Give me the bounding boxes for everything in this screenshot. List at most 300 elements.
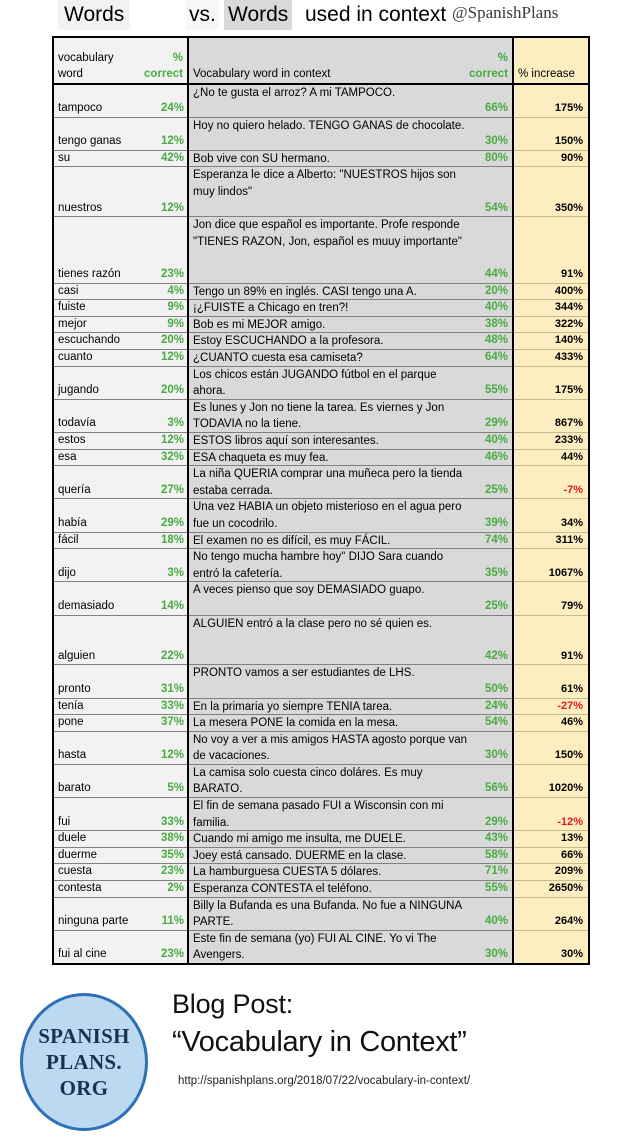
word-percent-correct: 9% — [167, 317, 184, 330]
word-percent-correct: 12% — [160, 201, 184, 214]
word-percent-correct: 24% — [160, 102, 184, 115]
cell-context-sentence — [188, 283, 513, 300]
percent-increase-value: 322% — [554, 317, 583, 330]
word-percent-correct: 37% — [160, 716, 184, 729]
percent-increase-value: 150% — [554, 135, 583, 148]
cell-context-sentence — [188, 798, 513, 831]
word-percent-correct: 23% — [160, 865, 184, 878]
cell-vocabulary-word — [53, 499, 188, 532]
word-percent-correct: 33% — [160, 699, 184, 712]
table-row — [53, 433, 589, 450]
vocabulary-word-text: pone — [58, 716, 84, 729]
percent-increase-value: 344% — [554, 301, 583, 314]
vocabulary-word-text: su — [58, 151, 71, 164]
cell-percent-increase — [513, 167, 589, 217]
cell-percent-increase — [513, 399, 589, 432]
cell-vocabulary-word — [53, 798, 188, 831]
table-row — [53, 117, 589, 150]
context-sentence-text: Los chicos están JUGANDO fútbol en el parque ahora. — [193, 368, 437, 398]
word-percent-correct: 20% — [160, 334, 184, 347]
vocabulary-word-text: había — [58, 516, 87, 529]
cell-context-sentence — [188, 715, 513, 732]
percent-increase-value: -12% — [557, 815, 583, 828]
vocabulary-word-text: fácil — [58, 533, 79, 546]
cell-vocabulary-word — [53, 167, 188, 217]
context-percent-correct: 30% — [484, 135, 508, 148]
logo-line-1: SPANISH — [38, 1024, 130, 1048]
context-sentence-text: ¿CUANTO cuesta esa camiseta? — [193, 352, 363, 365]
word-percent-correct: 9% — [167, 301, 184, 314]
context-sentence-text: La hamburguesa CUESTA 5 dólares. — [193, 866, 382, 879]
context-sentence-text: Esperanza le dice a Alberto: "NUESTROS hijos son muy lindos" — [193, 169, 456, 199]
context-sentence-text: La camisa solo cuesta cinco doláres. Es muy BARATO. — [193, 766, 423, 796]
cell-context-sentence — [188, 532, 513, 549]
cell-vocabulary-word — [53, 532, 188, 549]
table-row — [53, 499, 589, 532]
cell-context-sentence — [188, 399, 513, 432]
header-pct-correct-word: % correct — [144, 52, 183, 80]
vocabulary-word-text: alguien — [58, 649, 96, 662]
context-percent-correct: 24% — [484, 699, 508, 712]
vocabulary-word-text: duerme — [58, 848, 97, 861]
word-percent-correct: 31% — [160, 682, 184, 695]
word-percent-correct: 22% — [160, 649, 184, 662]
cell-vocabulary-word — [53, 665, 188, 698]
table-row — [53, 847, 589, 864]
table-row — [53, 449, 589, 466]
percent-increase-value: 34% — [560, 516, 583, 529]
word-percent-correct: 12% — [160, 351, 184, 364]
context-percent-correct: 58% — [484, 848, 508, 861]
percent-increase-value: 433% — [554, 351, 583, 364]
cell-context-sentence — [188, 300, 513, 317]
context-sentence-text: Una vez HABIA un objeto misterioso en el agua pero fue un cocodrilo. — [193, 501, 462, 530]
word-percent-correct: 27% — [160, 483, 184, 496]
percent-increase-value: 13% — [560, 832, 583, 845]
cell-context-sentence — [188, 433, 513, 450]
vocabulary-word-text: fuiste — [58, 301, 86, 314]
percent-increase-value: 311% — [555, 533, 583, 546]
context-sentence-text: No voy a ver a mis amigos HASTA agosto porque van de vacaciones. — [193, 733, 468, 763]
vocabulary-word-text: hasta — [58, 749, 87, 762]
table-row — [53, 316, 589, 333]
vocabulary-word-text: tenía — [58, 699, 84, 712]
context-percent-correct: 74% — [484, 533, 508, 546]
vocabulary-word-text: cuesta — [58, 865, 92, 878]
word-percent-correct: 3% — [167, 417, 184, 430]
cell-percent-increase — [513, 665, 589, 698]
word-percent-correct: 12% — [160, 749, 184, 762]
cell-context-sentence — [188, 549, 513, 582]
vocabulary-word-text: duele — [58, 832, 87, 845]
vocabulary-word-text: jugando — [58, 384, 99, 397]
header-word-label: vocabulary word — [58, 52, 114, 80]
table-row — [53, 897, 589, 930]
context-sentence-text: El examen no es difícil, es muy FÁCIL. — [193, 534, 391, 547]
chart-title-bar — [0, 0, 640, 34]
context-sentence-text: La niña QUERIA comprar una muñeca pero la tienda estaba cerrada. — [193, 468, 463, 497]
spanishplans-logo[interactable] — [20, 993, 152, 1135]
percent-increase-value: 400% — [554, 284, 583, 297]
table-row — [53, 350, 589, 367]
cell-percent-increase — [513, 84, 589, 117]
cell-percent-increase — [513, 433, 589, 450]
cell-vocabulary-word — [53, 150, 188, 167]
table-row — [53, 715, 589, 732]
table-row — [53, 930, 589, 963]
blog-post-url[interactable]: http://spanishplans.org/2018/07/22/vocabulary-in-context/ — [178, 1075, 471, 1087]
context-percent-correct: 50% — [484, 682, 508, 695]
header-increase — [513, 37, 589, 84]
word-percent-correct: 38% — [160, 832, 184, 845]
cell-vocabulary-word — [53, 731, 188, 764]
cell-vocabulary-word — [53, 847, 188, 864]
context-sentence-text: Este fin de semana (yo) FUI AL CINE. Yo vi The Avengers. — [193, 932, 437, 962]
vocabulary-comparison-table — [52, 36, 590, 965]
word-percent-correct: 20% — [160, 384, 184, 397]
cell-context-sentence — [188, 366, 513, 399]
cell-percent-increase — [513, 333, 589, 350]
blog-post-label: Blog Post: — [172, 989, 294, 1019]
table-row — [53, 665, 589, 698]
table-header-row — [53, 37, 589, 84]
context-percent-correct: 48% — [484, 334, 508, 347]
word-percent-correct: 12% — [160, 434, 184, 446]
table-row — [53, 582, 589, 615]
table-row — [53, 881, 589, 898]
vocabulary-word-text: todavía — [58, 417, 96, 430]
table-row — [53, 764, 589, 797]
vocabulary-word-text: tienes razón — [58, 268, 121, 281]
table-row — [53, 84, 589, 117]
context-sentence-text: Esperanza CONTESTA el teléfono. — [193, 883, 372, 896]
cell-context-sentence — [188, 731, 513, 764]
cell-context-sentence — [188, 864, 513, 881]
cell-vocabulary-word — [53, 399, 188, 432]
cell-vocabulary-word — [53, 615, 188, 665]
table-row — [53, 698, 589, 715]
word-percent-correct: 5% — [167, 782, 184, 795]
context-sentence-text: ESTOS libros aquí son interesantes. — [193, 435, 379, 447]
context-sentence-text: Estoy ESCUCHANDO a la profesora. — [193, 335, 384, 348]
cell-vocabulary-word — [53, 715, 188, 732]
cell-percent-increase — [513, 499, 589, 532]
word-percent-correct: 18% — [160, 533, 184, 546]
percent-increase-value: 61% — [560, 682, 583, 695]
cell-percent-increase — [513, 764, 589, 797]
percent-increase-value: 175% — [554, 102, 583, 115]
context-percent-correct: 29% — [484, 815, 508, 828]
context-sentence-text: Hoy no quiero helado. TENGO GANAS de chocolate. — [193, 119, 465, 132]
logo-line-2: PLANS. — [46, 1050, 122, 1074]
cell-context-sentence — [188, 831, 513, 848]
context-percent-correct: 43% — [484, 832, 508, 845]
context-percent-correct: 30% — [484, 947, 508, 960]
table-row — [53, 864, 589, 881]
cell-percent-increase — [513, 150, 589, 167]
cell-vocabulary-word — [53, 549, 188, 582]
word-percent-correct: 35% — [160, 848, 184, 861]
cell-context-sentence — [188, 150, 513, 167]
cell-context-sentence — [188, 350, 513, 367]
cell-vocabulary-word — [53, 831, 188, 848]
cell-percent-increase — [513, 897, 589, 930]
context-sentence-text: Cuando mi amigo me insulta, me DUELE. — [193, 833, 406, 846]
table-row — [53, 466, 589, 499]
context-sentence-text: ¿No te gusta el arroz? A mi TAMPOCO. — [193, 87, 396, 99]
title-words-plain: Words — [58, 0, 130, 30]
percent-increase-value: 90% — [560, 151, 583, 164]
context-percent-correct: 54% — [484, 716, 508, 729]
table-row — [53, 167, 589, 217]
vocabulary-word-text: pronto — [58, 682, 91, 695]
context-percent-correct: 40% — [484, 434, 508, 446]
cell-context-sentence — [188, 217, 513, 283]
cell-percent-increase — [513, 283, 589, 300]
table-row — [53, 831, 589, 848]
cell-context-sentence — [188, 117, 513, 150]
cell-percent-increase — [513, 217, 589, 283]
vocabulary-word-text: demasiado — [58, 599, 115, 612]
table-row — [53, 150, 589, 167]
context-sentence-text: La mesera PONE la comida en la mesa. — [193, 717, 399, 730]
vocabulary-word-text: tampoco — [58, 102, 103, 115]
word-percent-correct: 12% — [160, 135, 184, 148]
cell-percent-increase — [513, 466, 589, 499]
context-percent-correct: 25% — [484, 483, 508, 496]
context-percent-correct: 38% — [484, 317, 508, 330]
header-vocabulary-word — [53, 37, 188, 84]
title-vs: vs. — [186, 0, 219, 30]
header-context-label: Vocabulary word in context — [193, 68, 331, 80]
cell-percent-increase — [513, 930, 589, 963]
cell-percent-increase — [513, 532, 589, 549]
cell-context-sentence — [188, 582, 513, 615]
word-percent-correct: 3% — [167, 566, 184, 579]
context-percent-correct: 80% — [484, 151, 508, 164]
context-percent-correct: 40% — [484, 915, 508, 928]
cell-context-sentence — [188, 847, 513, 864]
vocabulary-word-text: fui al cine — [58, 947, 107, 960]
social-handle: @SpanishPlans — [452, 3, 559, 22]
cell-vocabulary-word — [53, 466, 188, 499]
context-sentence-text: Bob es mi MEJOR amigo. — [193, 318, 326, 331]
table-row — [53, 300, 589, 317]
cell-context-sentence — [188, 499, 513, 532]
context-percent-correct: 54% — [484, 201, 508, 214]
vocabulary-word-text: ninguna parte — [58, 915, 129, 928]
context-sentence-text: Jon dice que español es importante. Profe responde "TIENES RAZON, Jon, español es muuy importante" — [193, 219, 462, 248]
table-row — [53, 532, 589, 549]
context-sentence-text: Tengo un 89% en inglés. CASI tengo una A. — [193, 285, 417, 298]
cell-context-sentence — [188, 466, 513, 499]
cell-vocabulary-word — [53, 881, 188, 898]
context-sentence-text: PRONTO vamos a ser estudiantes de LHS. — [193, 667, 415, 680]
title-rest: used in context — [305, 3, 447, 26]
cell-context-sentence — [188, 615, 513, 665]
table-header — [53, 37, 589, 84]
cell-vocabulary-word — [53, 117, 188, 150]
table-row — [53, 615, 589, 665]
context-percent-correct: 46% — [484, 450, 508, 463]
table-row — [53, 333, 589, 350]
cell-percent-increase — [513, 864, 589, 881]
header-context — [188, 37, 513, 84]
cell-vocabulary-word — [53, 930, 188, 963]
vocabulary-word-text: dijo — [58, 566, 76, 579]
context-sentence-text: El fin de semana pasado FUI a Wisconsin con mi familia. — [193, 800, 444, 829]
percent-increase-value: 1020% — [548, 782, 583, 795]
context-percent-correct: 20% — [484, 284, 508, 297]
context-percent-correct: 56% — [484, 782, 508, 795]
cell-vocabulary-word — [53, 366, 188, 399]
vocabulary-word-text: barato — [58, 782, 91, 795]
word-percent-correct: 14% — [160, 599, 184, 612]
cell-context-sentence — [188, 449, 513, 466]
context-percent-correct: 55% — [484, 882, 508, 895]
context-percent-correct: 71% — [484, 865, 508, 878]
percent-increase-value: -27% — [557, 699, 583, 712]
cell-percent-increase — [513, 831, 589, 848]
vocabulary-word-text: mejor — [58, 317, 87, 330]
context-sentence-text: Bob vive con SU hermano. — [193, 152, 330, 165]
percent-increase-value: 150% — [554, 749, 583, 762]
cell-percent-increase — [513, 731, 589, 764]
cell-percent-increase — [513, 698, 589, 715]
cell-vocabulary-word — [53, 300, 188, 317]
cell-percent-increase — [513, 798, 589, 831]
vocabulary-word-text: escuchando — [58, 334, 121, 347]
percent-increase-value: 175% — [554, 384, 583, 397]
word-percent-correct: 4% — [167, 284, 184, 297]
cell-percent-increase — [513, 117, 589, 150]
cell-vocabulary-word — [53, 283, 188, 300]
cell-percent-increase — [513, 881, 589, 898]
word-percent-correct: 2% — [167, 882, 184, 895]
cell-vocabulary-word — [53, 316, 188, 333]
percent-increase-value: 140% — [554, 334, 583, 347]
percent-increase-value: 233% — [554, 434, 583, 446]
context-sentence-text: Joey está cansado. DUERME en la clase. — [193, 849, 407, 862]
context-percent-correct: 25% — [484, 599, 508, 612]
vocabulary-word-text: contesta — [58, 882, 102, 895]
cell-percent-increase — [513, 366, 589, 399]
table-row — [53, 283, 589, 300]
table-row — [53, 366, 589, 399]
word-percent-correct: 42% — [160, 151, 184, 164]
percent-increase-value: 91% — [560, 649, 583, 662]
logo-line-3: ORG — [59, 1076, 109, 1100]
table-row — [53, 731, 589, 764]
cell-vocabulary-word — [53, 764, 188, 797]
context-sentence-text: Es lunes y Jon no tiene la tarea. Es viernes y Jon TODAVIA no la tiene. — [193, 401, 445, 431]
cell-percent-increase — [513, 582, 589, 615]
cell-percent-increase — [513, 449, 589, 466]
percent-increase-value: 209% — [554, 865, 583, 878]
table-row — [53, 217, 589, 283]
percent-increase-value: 79% — [560, 599, 583, 612]
cell-vocabulary-word — [53, 433, 188, 450]
cell-context-sentence — [188, 764, 513, 797]
title-words-context: Words — [224, 0, 292, 30]
context-percent-correct: 44% — [484, 268, 508, 281]
context-percent-correct: 39% — [484, 516, 508, 529]
cell-vocabulary-word — [53, 582, 188, 615]
cell-percent-increase — [513, 615, 589, 665]
context-percent-correct: 64% — [484, 351, 508, 364]
vocabulary-word-text: fui — [58, 815, 71, 828]
table-row — [53, 549, 589, 582]
vocabulary-word-text: nuestros — [58, 201, 103, 214]
footer — [0, 985, 640, 1142]
context-percent-correct: 55% — [484, 384, 508, 397]
cell-vocabulary-word — [53, 84, 188, 117]
cell-context-sentence — [188, 167, 513, 217]
cell-vocabulary-word — [53, 350, 188, 367]
context-sentence-text: ¡¿FUISTE a Chicago en tren?! — [193, 302, 349, 315]
context-sentence-text: Billy la Bufanda es una Bufanda. No fue a NINGUNA PARTE. — [193, 899, 462, 929]
word-percent-correct: 23% — [160, 268, 184, 281]
percent-increase-value: 867% — [554, 417, 583, 430]
context-percent-correct: 30% — [484, 749, 508, 762]
percent-increase-value: 264% — [554, 915, 583, 928]
cell-vocabulary-word — [53, 864, 188, 881]
percent-increase-value: -7% — [563, 483, 583, 496]
vocabulary-word-text: estos — [58, 434, 86, 446]
context-percent-correct: 40% — [484, 301, 508, 314]
context-percent-correct: 42% — [484, 649, 508, 662]
cell-vocabulary-word — [53, 217, 188, 283]
word-percent-correct: 33% — [160, 815, 184, 828]
cell-context-sentence — [188, 930, 513, 963]
context-percent-correct: 66% — [484, 102, 508, 115]
word-percent-correct: 23% — [160, 947, 184, 960]
cell-percent-increase — [513, 847, 589, 864]
cell-vocabulary-word — [53, 449, 188, 466]
percent-increase-value: 46% — [560, 716, 583, 729]
header-pct-correct-context: % correct — [469, 52, 508, 80]
cell-context-sentence — [188, 316, 513, 333]
percent-increase-value: 44% — [560, 450, 583, 463]
cell-percent-increase — [513, 300, 589, 317]
word-percent-correct: 11% — [161, 915, 184, 928]
vocabulary-word-text: quería — [58, 483, 91, 496]
cell-percent-increase — [513, 350, 589, 367]
cell-vocabulary-word — [53, 333, 188, 350]
cell-context-sentence — [188, 881, 513, 898]
context-sentence-text: ESA chaqueta es muy fea. — [193, 451, 329, 464]
cell-context-sentence — [188, 333, 513, 350]
cell-context-sentence — [188, 84, 513, 117]
blog-post-title: “Vocabulary in Context” — [172, 1026, 467, 1058]
percent-increase-value: 1067% — [548, 566, 583, 579]
logo-text — [20, 993, 148, 1131]
cell-percent-increase — [513, 549, 589, 582]
cell-percent-increase — [513, 316, 589, 333]
cell-context-sentence — [188, 665, 513, 698]
cell-vocabulary-word — [53, 698, 188, 715]
word-percent-correct: 32% — [160, 450, 184, 463]
percent-increase-value: 30% — [560, 947, 583, 960]
context-sentence-text: No tengo mucha hambre hoy" DIJO Sara cuando entró la cafetería. — [193, 551, 444, 580]
percent-increase-value: 66% — [560, 848, 583, 861]
cell-context-sentence — [188, 897, 513, 930]
context-sentence-text: A veces pienso que soy DEMASIADO guapo. — [193, 584, 425, 597]
percent-increase-value: 2650% — [548, 882, 583, 895]
vocabulary-word-text: casi — [58, 284, 79, 297]
cell-percent-increase — [513, 715, 589, 732]
word-percent-correct: 29% — [160, 516, 184, 529]
